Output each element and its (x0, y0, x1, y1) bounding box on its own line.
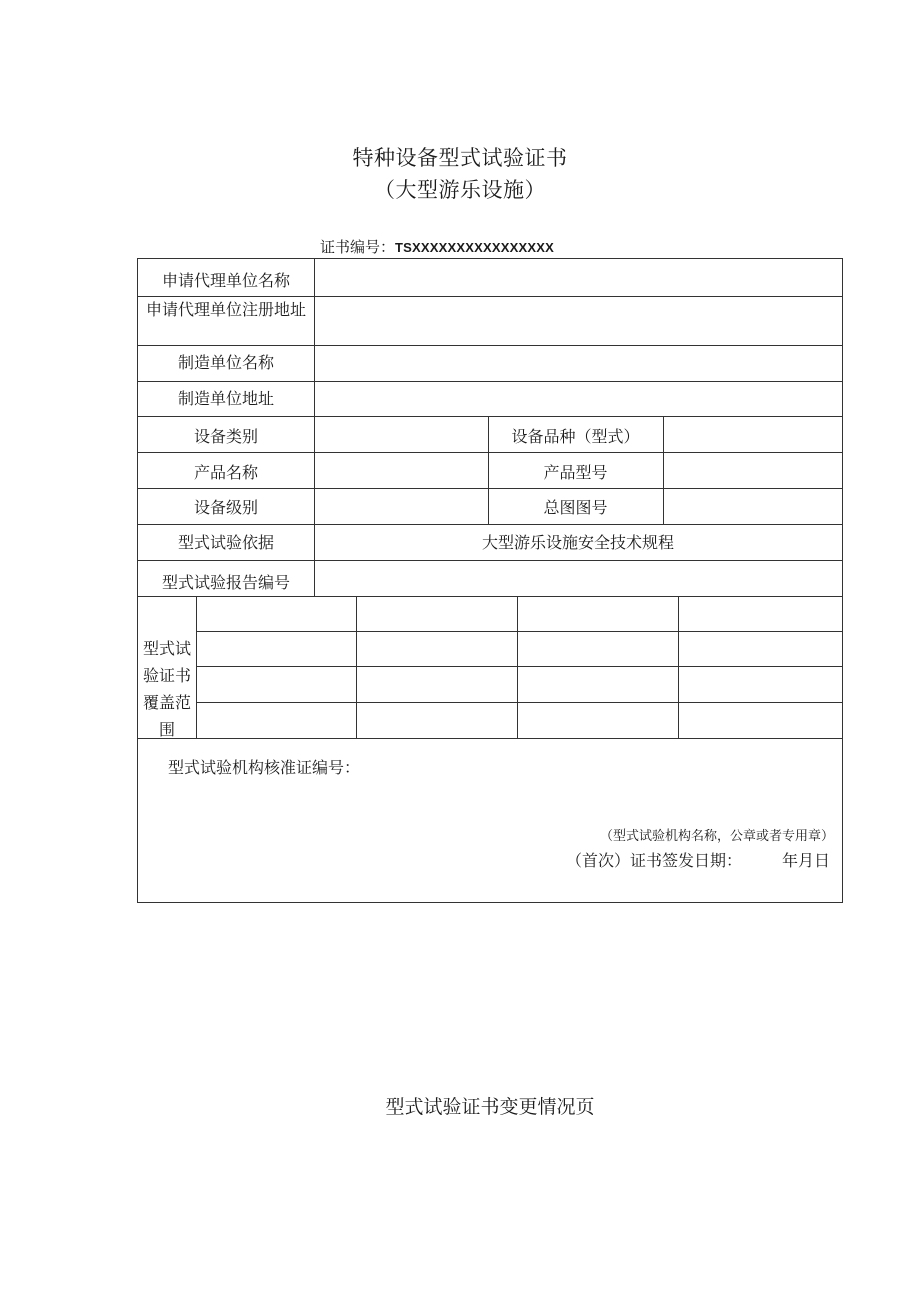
product-name-label: 产品名称 (193, 462, 258, 482)
manufacturer-name-label: 制造单位名称 (177, 353, 274, 373)
equipment-grade-label: 设备级别 (193, 497, 258, 517)
manufacturer-address-label: 制造单位地址 (177, 388, 274, 408)
product-model-label: 产品型号 (543, 462, 608, 482)
issue-date-suffix: 年月日 (781, 851, 830, 870)
test-basis-value: 大型游乐设施安全技术规程 (481, 532, 674, 552)
agent-name-label: 申请代理单位名称 (161, 271, 290, 291)
issue-date-label: （首次）证书签发日期： (565, 851, 742, 870)
certificate-number (320, 236, 554, 257)
certificate-form-table (137, 258, 843, 903)
seal-note: （型式试验机构名称，公章或者专用章） (599, 829, 834, 844)
change-page-title: 型式试验证书变更情况页 (385, 1096, 595, 1118)
coverage-scope-label: 型式试验证书覆盖范围 (142, 639, 191, 739)
test-basis-label: 型式试验依据 (177, 532, 274, 552)
equipment-variety-label: 设备品种（型式） (511, 426, 640, 446)
certificate-subtitle: （大型游乐设施） (374, 178, 546, 202)
general-drawing-no-label: 总图图号 (543, 497, 608, 517)
agent-address-label: 申请代理单位注册地址 (145, 300, 306, 319)
certificate-title: 特种设备型式试验证书 (352, 146, 568, 170)
issue-date (566, 848, 830, 871)
certificate-number-value: TSXXXXXXXXXXXXXXXX (395, 240, 554, 255)
certificate-number-label: 证书编号： (320, 238, 396, 256)
institution-approval-number-label: 型式试验机构核准证编号： (168, 758, 361, 777)
equipment-category-label: 设备类别 (193, 426, 258, 446)
test-report-no-label: 型式试验报告编号 (161, 572, 290, 592)
